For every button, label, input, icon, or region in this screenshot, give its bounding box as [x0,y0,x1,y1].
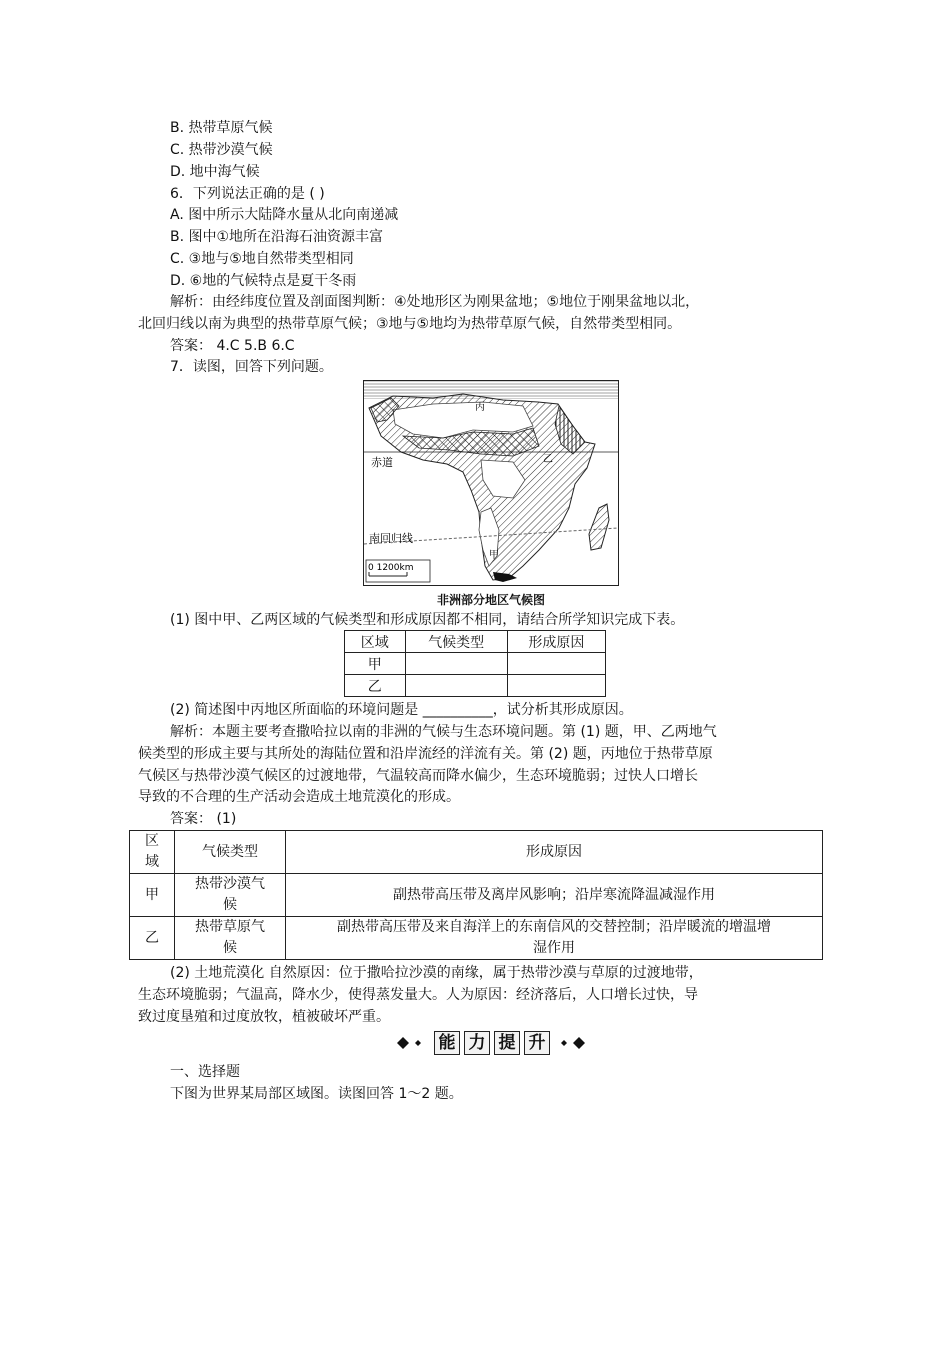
jia-label: 甲 [489,550,499,561]
banner-left-diamonds [389,1035,429,1051]
banner-char: 提 [494,1031,520,1055]
answer2-part2-line1: (2) 土地荒漠化 自然原因：位于撒哈拉沙漠的南缘，属于热带沙漠与草原的过渡地带， [170,965,703,981]
answer-row-jia-cause: 副热带高压带及离岸风影响；沿岸寒流降温减湿作用 [286,874,823,917]
answer-row-yi: 乙 [130,917,175,960]
scale-label: 0 1200km [368,563,414,573]
option-b: B. 热带草原气候 [170,120,273,136]
answer-row-yi-cause: 副热带高压带及来自海洋上的东南信风的交替控制；沿岸暖流的增温增 湿作用 [286,917,823,960]
answer2-part2-line3: 致过度垦殖和过度放牧，植被破坏严重。 [138,1009,390,1025]
analysis2-line2: 候类型的形成主要与其所处的海陆位置和沿岸流经的洋流有关。第 (2) 题，丙地位于热带草原 [138,746,713,762]
small-table-blank-cell[interactable] [507,653,605,675]
tropic-label: 南回归线 [369,532,413,545]
answer-row-jia-climate: 热带沙漠气 候 [175,874,286,917]
small-table-row-jia: 甲 [345,653,406,675]
q6-stem: 6．下列说法正确的是 ( ) [170,186,325,202]
bing-label: 丙 [475,402,485,413]
q6-option-d: D. ⑥地的气候特点是夏干冬雨 [170,273,357,289]
banner-char: 力 [464,1031,490,1055]
q6-option-b: B. 图中①地所在沿海石油资源丰富 [170,229,384,245]
small-table-header-region: 区域 [345,631,406,653]
yi-label: 乙 [543,454,553,465]
answer-header-region: 区 域 [130,831,175,874]
small-table-header-cause: 形成原因 [507,631,605,653]
analysis2-line4: 导致的不合理的生产活动会造成土地荒漠化的形成。 [138,789,460,805]
analysis2-line3: 气候区与热带沙漠气候区的过渡地带，气温较高而降水偏少，生态环境脆弱；过快人口增长 [138,768,698,784]
analysis2-line1: 解析：本题主要考查撒哈拉以南的非洲的气候与生态环境问题。第 (1) 题，甲、乙两地气 [170,724,717,740]
q6-option-a: A. 图中所示大陆降水量从北向南递减 [170,207,399,223]
section-title: 一、选择题 [170,1064,240,1080]
answer-row-jia: 甲 [130,874,175,917]
small-table-header-climate: 气候类型 [405,631,507,653]
blank-table [344,630,606,697]
answer-header-cause: 形成原因 [286,831,823,874]
banner-right-diamonds [553,1035,593,1051]
section-banner [389,1031,593,1055]
map-caption: 非洲部分地区气候图 [436,593,545,607]
answer1: 答案： 4.C 5.B 6.C [170,338,295,354]
answer-row-yi-climate: 热带草原气 候 [175,917,286,960]
q7-part2: (2) 简述图中丙地区所面临的环境问题是 __________，试分析其形成原因。 [170,702,633,718]
option-d: D. 地中海气候 [170,164,260,180]
q7-stem: 7．读图，回答下列问题。 [170,359,333,375]
africa-climate-map [363,380,619,586]
small-table-row-yi: 乙 [345,675,406,697]
q6-option-c: C. ③地与⑤地自然带类型相同 [170,251,354,267]
equator-label: 赤道 [371,456,393,469]
analysis1-line2: 北回归线以南为典型的热带草原气候；③地与⑤地均为热带草原气候，自然带类型相同。 [138,316,682,332]
banner-char: 能 [434,1031,460,1055]
banner-char: 升 [524,1031,550,1055]
answer2-part2-line2: 生态环境脆弱；气温高，降水少，使得蒸发量大。人为原因：经济落后，人口增长过快，导 [138,987,698,1003]
small-table-blank-cell[interactable] [405,675,507,697]
small-table-blank-cell[interactable] [405,653,507,675]
answer2-label: 答案： (1) [170,811,237,827]
section-intro: 下图为世界某局部区域图。读图回答 1～2 题。 [170,1086,463,1102]
analysis1-line1: 解析：由经纬度位置及剖面图判断：④处地形区为刚果盆地；⑤地位于刚果盆地以北， [170,294,700,310]
small-table-blank-cell[interactable] [507,675,605,697]
q7-part1: (1) 图中甲、乙两区域的气候类型和形成原因都不相同，请结合所学知识完成下表。 [170,612,685,628]
option-c: C. 热带沙漠气候 [170,142,273,158]
answer-table [129,830,823,960]
answer-header-climate: 气候类型 [175,831,286,874]
